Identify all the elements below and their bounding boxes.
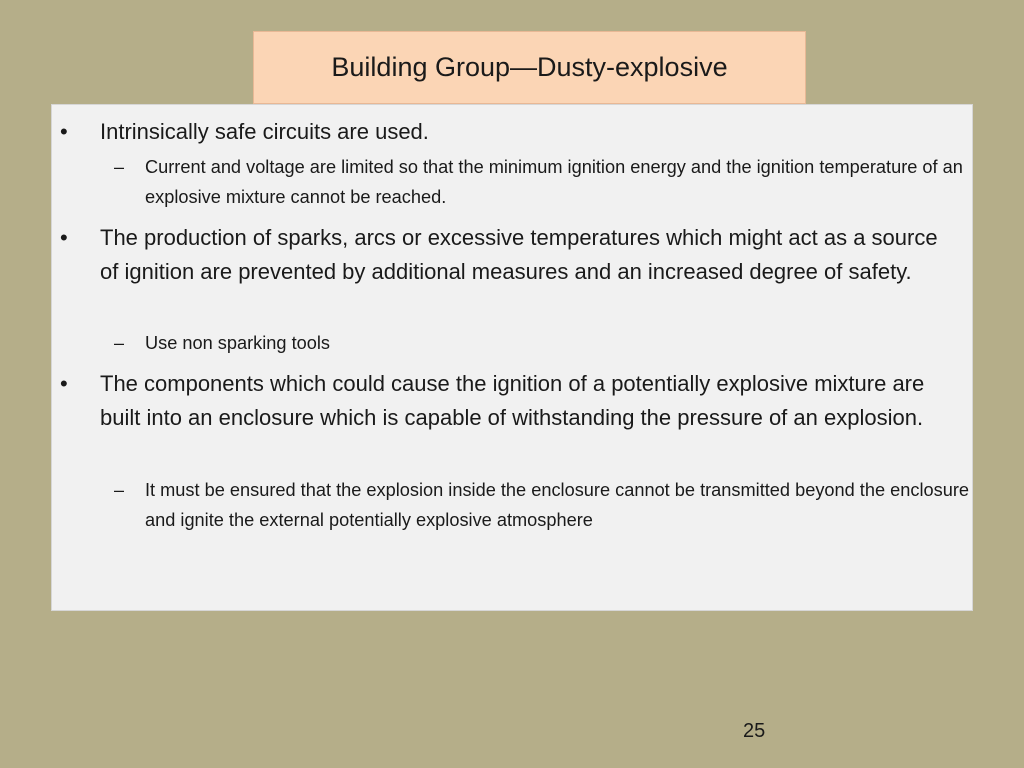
- bullet-text: The production of sparks, arcs or excessive temperatures which might act as a source of ignition are prevented by additional measures and an increased degree of safety.: [100, 225, 938, 284]
- dash-marker: –: [114, 480, 125, 500]
- sub-bullet-text: It must be ensured that the explosion inside the enclosure cannot be transmitted beyond the enclosure and ignite the external potentially explosive atmosphere: [145, 480, 970, 530]
- bullet-marker: •: [60, 371, 68, 396]
- bullet-marker: •: [60, 225, 68, 250]
- content-box: [51, 104, 973, 611]
- sub-bullet-text: Use non sparking tools: [145, 333, 331, 353]
- slide-title-box: [253, 31, 806, 104]
- page-number: 25: [743, 720, 766, 742]
- sub-bullet-text: Current and voltage are limited so that the minimum ignition energy and the ignition temperature of an explosive mixture cannot be reached.: [145, 157, 963, 207]
- bullet-text: The components which could cause the ignition of a potentially explosive mixture are built into an enclosure which is capable of withstanding the pressure of an explosion.: [100, 371, 925, 430]
- dash-marker: –: [114, 333, 125, 353]
- bullet-text: Intrinsically safe circuits are used.: [100, 119, 429, 144]
- bullet-marker: •: [60, 119, 68, 144]
- slide-title: Building Group—Dusty-explosive: [331, 52, 728, 82]
- dash-marker: –: [114, 157, 125, 177]
